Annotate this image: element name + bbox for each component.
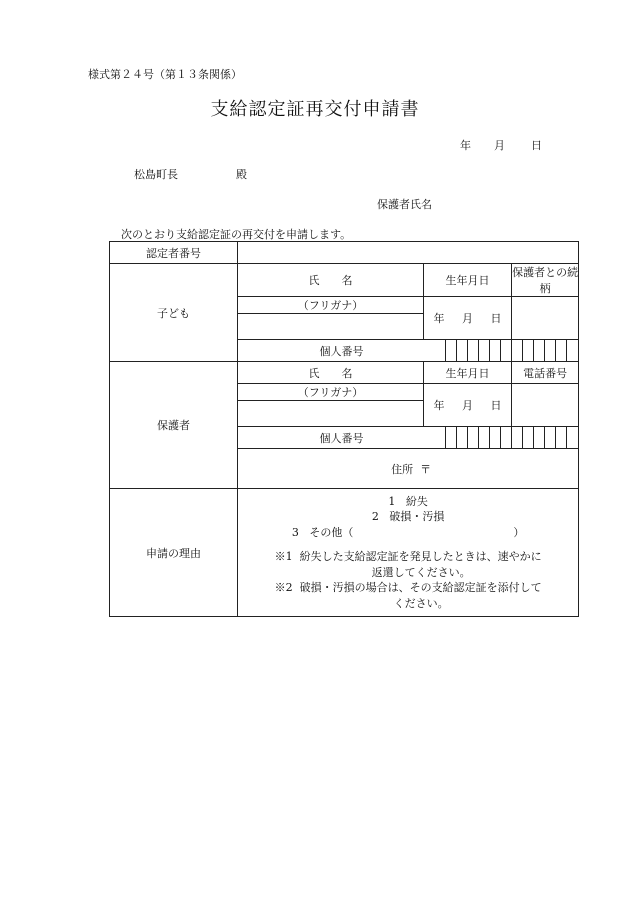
child-section-label: 子ども [110, 264, 238, 362]
child-personal-number-digit-1[interactable] [446, 340, 457, 362]
guardian-address-label: 住所 [391, 462, 414, 476]
note-1-mark: ※1 [274, 550, 293, 564]
child-dob-day: 日 [490, 312, 502, 325]
note-1 [238, 549, 578, 565]
guardian-personal-number-digit-5[interactable] [490, 427, 501, 449]
honorific: 殿 [236, 168, 247, 181]
reason-option-1[interactable] [238, 494, 578, 510]
reason-option-1-number: 1 [388, 494, 396, 508]
application-table [109, 241, 579, 617]
reason-option-3[interactable] [238, 525, 578, 541]
date-year-label: 年 [460, 139, 471, 152]
child-dob-year: 年 [433, 312, 445, 325]
guardian-personal-number-digit-1[interactable] [446, 427, 457, 449]
note-1-text-a: 紛失した支給認定証を発見したときは、速やかに [299, 550, 542, 564]
guardian-personal-number-label: 個人番号 [238, 427, 446, 449]
child-personal-number-digit-9[interactable] [534, 340, 545, 362]
child-dob-field[interactable] [424, 297, 512, 340]
guardian-section-label: 保護者 [110, 362, 238, 489]
reason-option-1-label: 紛失 [405, 494, 428, 508]
child-relation-field[interactable] [512, 297, 579, 340]
guardian-personal-number-digit-11[interactable] [556, 427, 567, 449]
guardian-personal-number-digit-6[interactable] [501, 427, 512, 449]
intro-text: 次のとおり支給認定証の再交付を申請します。 [121, 228, 352, 241]
guardian-dob-month: 月 [462, 399, 473, 412]
child-personal-number-digit-6[interactable] [501, 340, 512, 362]
child-personal-number-digit-8[interactable] [523, 340, 534, 362]
guardian-personal-number-digit-3[interactable] [468, 427, 479, 449]
note-2-text-b: ください。 [393, 596, 449, 610]
document-title: 支給認定証再交付申請書 [210, 99, 420, 120]
child-dob-month: 月 [462, 312, 473, 325]
note-2-text-a: 破損・汚損の場合は、その支給認定証を添付して [299, 581, 542, 595]
guardian-dob-day: 日 [490, 399, 502, 412]
reason-option-2-number: 2 [371, 510, 379, 524]
reason-option-3-close: ） [513, 525, 525, 539]
child-personal-number-digit-7[interactable] [512, 340, 523, 362]
guardian-phone-header: 電話番号 [512, 362, 579, 384]
guardian-personal-number-digit-2[interactable] [457, 427, 468, 449]
child-name-header: 氏 名 [238, 264, 424, 297]
cert-number-field[interactable] [238, 242, 579, 264]
child-personal-number-digit-12[interactable] [567, 340, 579, 362]
guardian-name-field[interactable] [238, 401, 424, 427]
note-1-text-b: 返還してください。 [371, 565, 471, 579]
form-number: 様式第２４号（第１３条関係） [88, 68, 242, 81]
child-personal-number-label: 個人番号 [238, 340, 446, 362]
child-personal-number-digit-11[interactable] [556, 340, 567, 362]
date-month-label: 月 [494, 139, 505, 152]
guardian-personal-number-digit-12[interactable] [567, 427, 579, 449]
reason-body [238, 489, 579, 617]
guardian-dob-field[interactable] [424, 384, 512, 427]
reason-section-label: 申請の理由 [110, 489, 238, 617]
guardian-personal-number-digit-7[interactable] [512, 427, 523, 449]
addressee: 松島町長 [134, 168, 178, 181]
postal-mark: 〒 [420, 462, 432, 476]
child-personal-number-digit-4[interactable] [479, 340, 490, 362]
reason-option-2-label: 破損・汚損 [389, 510, 445, 524]
guardian-personal-number-digit-8[interactable] [523, 427, 534, 449]
child-personal-number-digit-5[interactable] [490, 340, 501, 362]
guardian-phone-field[interactable] [512, 384, 579, 427]
child-name-field[interactable] [238, 314, 424, 340]
guardian-dob-year: 年 [433, 399, 445, 412]
reason-option-2[interactable] [238, 509, 578, 525]
reason-option-3-label: その他（ [309, 525, 354, 539]
guardian-name-header: 氏 名 [238, 362, 424, 384]
cert-number-label: 認定者番号 [110, 242, 238, 264]
note-2 [238, 580, 578, 596]
guardian-personal-number-digit-10[interactable] [545, 427, 556, 449]
child-dob-header: 生年月日 [424, 264, 512, 297]
note-2-mark: ※2 [274, 581, 293, 595]
child-furigana-label[interactable]: （フリガナ） [238, 297, 424, 314]
child-personal-number-digit-2[interactable] [457, 340, 468, 362]
guardian-personal-number-digit-9[interactable] [534, 427, 545, 449]
child-personal-number-digit-10[interactable] [545, 340, 556, 362]
child-relation-header: 保護者との続柄 [512, 264, 579, 297]
guardian-address-field[interactable] [238, 449, 579, 489]
guardian-furigana-label[interactable]: （フリガナ） [238, 384, 424, 401]
guardian-dob-header: 生年月日 [424, 362, 512, 384]
guardian-name-label: 保護者氏名 [377, 198, 432, 211]
reason-option-3-number: 3 [291, 525, 299, 539]
child-personal-number-digit-3[interactable] [468, 340, 479, 362]
guardian-personal-number-digit-4[interactable] [479, 427, 490, 449]
date-day-label: 日 [531, 139, 542, 152]
